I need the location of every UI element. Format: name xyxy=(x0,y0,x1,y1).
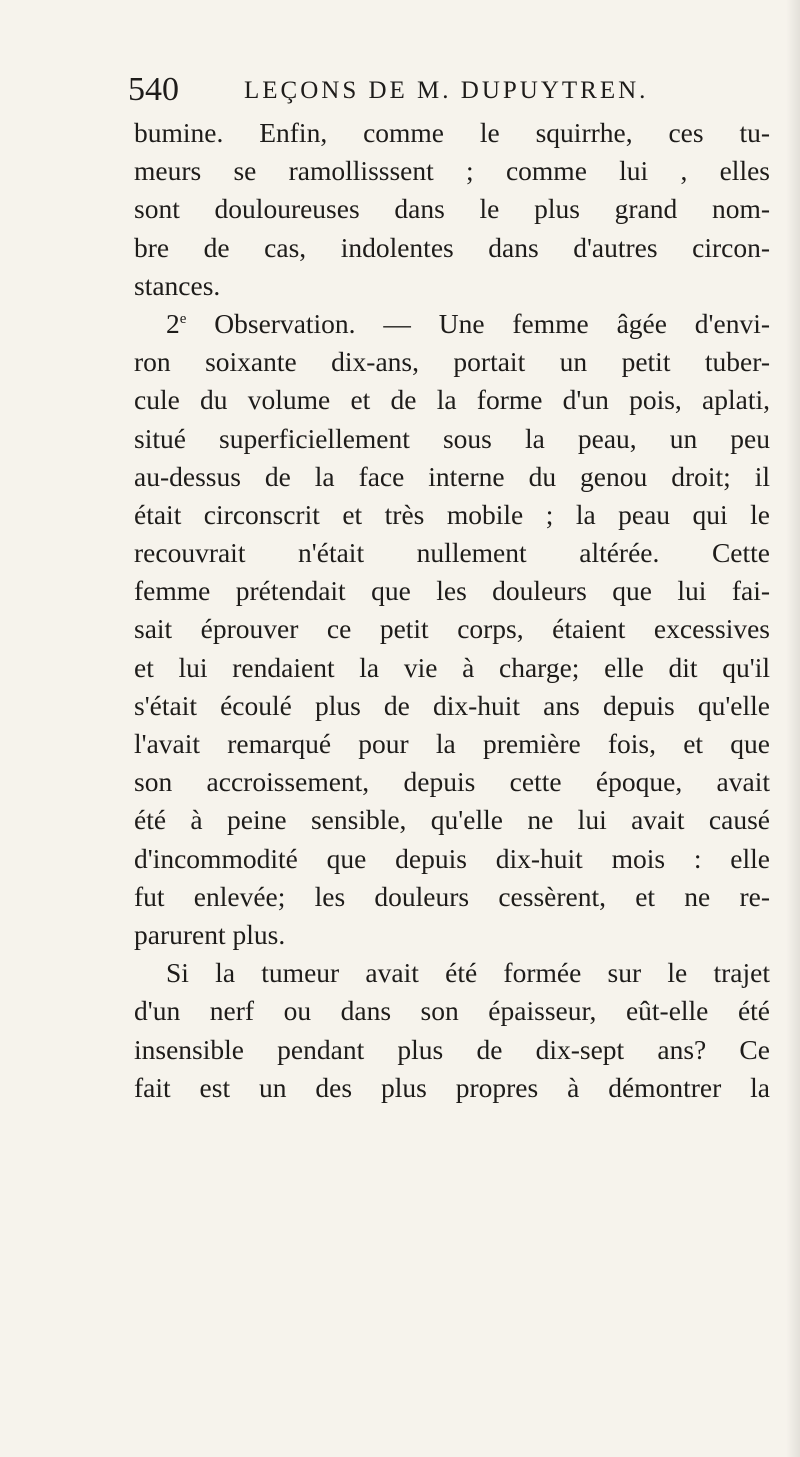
text-line: son accroissement, depuis cette époque, avait xyxy=(134,766,770,798)
text-line: et lui rendaient la vie à charge; elle dit qu'il xyxy=(134,651,770,683)
text-line: était circonscrit et très mobile ; la peau qui le xyxy=(134,498,770,530)
text-line: l'avait remarqué pour la première fois, et que xyxy=(134,728,770,759)
text-line: bre de cas, indolentes dans d'autres circon- xyxy=(134,231,770,263)
text-line: au-dessus de la face interne du genou droit; il xyxy=(134,460,770,492)
observation-heading-line xyxy=(134,305,770,343)
text-line: Si la tumeur avait été formée sur le trajet xyxy=(166,957,770,989)
page-edge-shadow xyxy=(786,0,800,1457)
text-line: s'était écoulé plus de dix-huit ans depuis qu'elle xyxy=(134,689,770,721)
text-line: parurent plus. xyxy=(134,918,286,950)
text-line: fait est un des plus propres à démontrer la xyxy=(134,1071,770,1103)
text-line: Observation. — Une femme âgée d'envi- xyxy=(214,307,770,339)
running-head-title: LEÇONS DE M. DUPUYTREN. xyxy=(244,77,649,104)
text-line: cule du volume et de la forme d'un pois, aplati, xyxy=(134,384,770,416)
text-line: d'incommodité que depuis dix-huit mois : elle xyxy=(134,842,770,874)
text-line: été à peine sensible, qu'elle ne lui avait causé xyxy=(134,804,770,836)
text-line: recouvrait n'était nullement altérée. Cette xyxy=(134,537,770,569)
text-line: femme prétendait que les douleurs que lui fai- xyxy=(134,575,770,607)
text-line: ron soixante dix-ans, portait un petit tuber- xyxy=(134,346,770,378)
text-line: insensible pendant plus de dix-sept ans? Ce xyxy=(134,1033,770,1065)
page-number: 540 xyxy=(128,71,179,108)
text-line: sait éprouver ce petit corps, étaient excessives xyxy=(134,613,770,645)
observation-superscript: e xyxy=(179,310,187,327)
running-head xyxy=(128,70,768,110)
observation-number: 2 xyxy=(166,307,180,339)
text-line: d'un nerf ou dans son épaisseur, eût-elle été xyxy=(134,995,770,1027)
text-line: stances. xyxy=(134,269,221,301)
text-line: meurs se ramollisssent ; comme lui , elles xyxy=(134,155,770,187)
text-line: sont douloureuses dans le plus grand nom- xyxy=(134,193,770,225)
text-line: bumine. Enfin, comme le squirrhe, ces tu- xyxy=(134,117,770,148)
body-text xyxy=(134,114,770,1107)
text-line: situé superficiellement sous la peau, un peu xyxy=(134,422,770,454)
text-line: fut enlevée; les douleurs cessèrent, et ne re- xyxy=(134,880,770,912)
